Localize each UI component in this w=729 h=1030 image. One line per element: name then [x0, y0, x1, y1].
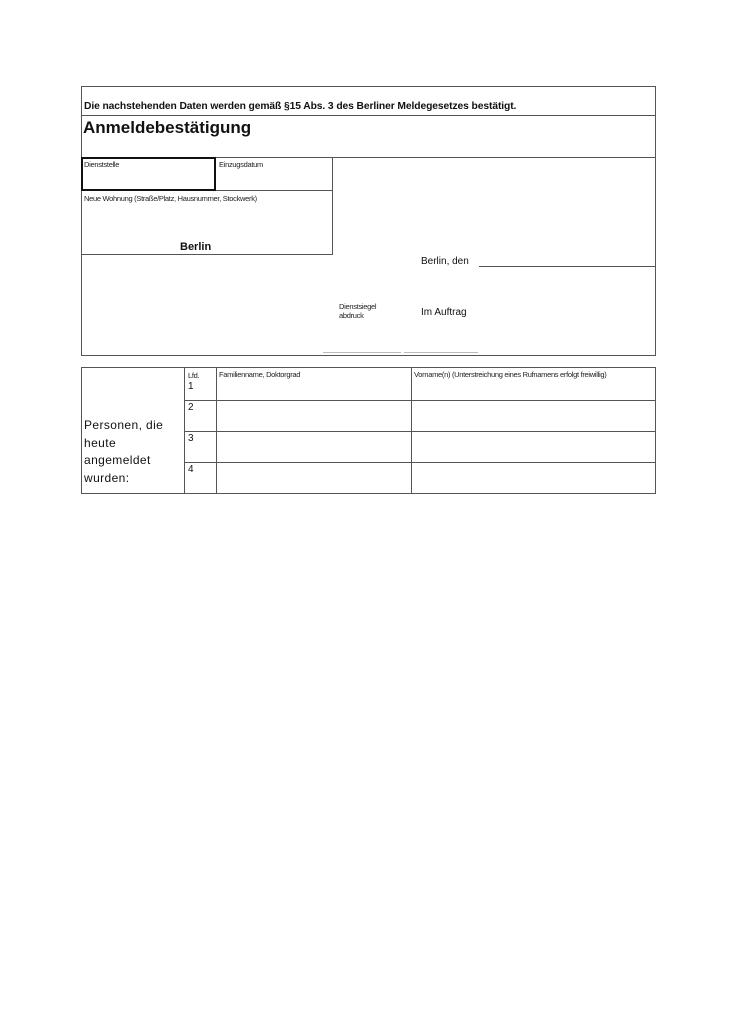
table-border-top: [81, 367, 656, 368]
divider-einzug-bottom: [216, 190, 332, 191]
row-number-1: 1: [188, 381, 194, 392]
row-number-4: 4: [188, 464, 194, 475]
intro-text: Die nachstehenden Daten werden gemäß §15 Abs. 3 des Berliner Meldegesetzes bestätigt.: [84, 101, 517, 112]
einzugsdatum-label: Einzugsdatum: [219, 160, 263, 169]
date-field[interactable]: [479, 254, 655, 266]
familienname-field-2[interactable]: [218, 402, 410, 430]
form-border-right: [655, 86, 656, 356]
berlin-den-label: Berlin, den: [421, 256, 469, 267]
familienname-field-4[interactable]: [218, 464, 410, 492]
row-line-3: [184, 462, 656, 463]
table-border-left: [81, 367, 82, 494]
row-line-2: [184, 431, 656, 432]
vorname-field-1[interactable]: [413, 380, 654, 399]
divider-vertical-address: [332, 157, 333, 255]
familienname-field-3[interactable]: [218, 433, 410, 461]
im-auftrag-label: Im Auftrag: [421, 307, 467, 318]
city-label: Berlin: [180, 241, 212, 253]
faint-mark-left: [323, 352, 401, 353]
form-border-bottom: [81, 355, 656, 356]
neue-wohnung-field[interactable]: [84, 204, 330, 240]
vorname-field-2[interactable]: [413, 402, 654, 430]
vorname-field-3[interactable]: [413, 433, 654, 461]
vorname-field-4[interactable]: [413, 464, 654, 492]
row-number-2: 2: [188, 402, 194, 413]
persons-side-label: Personen, die heute angemeldet wurden:: [84, 418, 164, 485]
divider-address-bottom: [81, 254, 333, 255]
col-header-familienname: Familienname, Doktorgrad: [219, 370, 301, 379]
faint-mark-right: [404, 352, 478, 353]
table-border-bottom: [81, 493, 656, 494]
familienname-field-1[interactable]: [218, 380, 410, 399]
date-signature-line: [479, 266, 655, 267]
dienststelle-label: Dienststelle: [84, 160, 120, 169]
col-header-vorname: Vorname(n) (Unterstreichung eines Rufnamens erfolgt freiwillig): [414, 370, 607, 379]
form-title: Anmeldebestätigung: [83, 118, 252, 137]
dienstsiegel-label: Dienstsiegel abdruck: [339, 302, 377, 320]
col-header-lfd: Lfd.: [188, 371, 200, 380]
einzugsdatum-field[interactable]: [217, 168, 331, 190]
form-border-left: [81, 86, 82, 356]
form-border-top: [81, 86, 656, 87]
neue-wohnung-label: Neue Wohnung (Straße/Platz, Hausnummer, Stockwerk): [84, 194, 257, 203]
divider-intro: [81, 115, 656, 116]
row-line-1: [184, 400, 656, 401]
row-number-3: 3: [188, 433, 194, 444]
